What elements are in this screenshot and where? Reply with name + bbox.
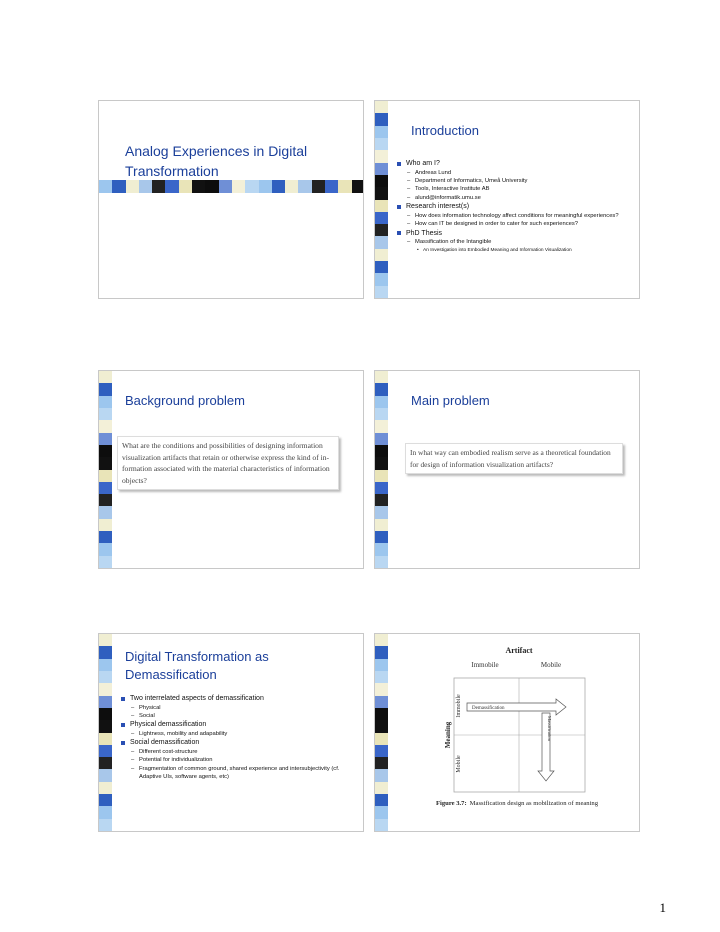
slide-3 [98, 370, 364, 569]
bullet-item: – alund@informatik.umu.se [397, 194, 633, 202]
figure-caption-text: Massification design as mobilization of meaning [469, 800, 599, 807]
bullet-item: – Massification of the Intangible [397, 238, 633, 246]
bullet-item: – How does information technology affect conditions for meaningful experiences? [397, 212, 633, 220]
decorative-color-strip [375, 101, 388, 298]
decorative-color-strip [99, 634, 112, 831]
bullet-item: Social demassification [121, 738, 355, 748]
bullet-item: – Tools, Interactive Institute AB [397, 185, 633, 193]
bullet-item: • An Investigation into Embodied Meaning and Information Visualization [397, 247, 633, 255]
page-number: 1 [659, 900, 666, 915]
figure-artifact-label: Artifact [505, 646, 533, 655]
bullet-item: – Social [121, 712, 355, 720]
bullet-item: Who am I? [397, 159, 633, 169]
figure-caption [436, 800, 599, 807]
bullet-item: – Fragmentation of common ground, shared experience and intersubjectivity (cf. Adaptive UIs, software agents, etc) [121, 765, 355, 782]
slide-2 [374, 100, 640, 299]
decorative-color-strip [375, 634, 388, 831]
bullet-item: – Andreas Lund [397, 169, 633, 177]
massification-label: Massification [547, 716, 552, 742]
decorative-color-strip [99, 371, 112, 568]
figure-caption-label: Figure 3.7: [436, 800, 467, 807]
demassification-label: Demassification [472, 706, 505, 711]
slide-2-title: Introduction [411, 123, 479, 138]
slide-3-quote: What are the conditions and possibilities of designing information visualization artifacts that retain or otherwise express the kind of in-formation associated with the material characteristics of information objects? [117, 436, 339, 490]
slide-2-bullet-list [397, 159, 633, 254]
slide-1 [98, 100, 364, 299]
bullet-item: – Potential for individualization [121, 756, 355, 764]
bullet-item: Research interest(s) [397, 202, 633, 212]
bullet-item: Physical demassification [121, 720, 355, 730]
bullet-item: – Department of Informatics, Umeå University [397, 177, 633, 185]
slide-4 [374, 370, 640, 569]
bullet-item: – Lightness, mobility and adapability [121, 730, 355, 738]
figure-immobile-col-label: Immobile [471, 661, 499, 669]
bullet-item: – Physical [121, 704, 355, 712]
figure-immobile-row-label: Immobile [456, 694, 462, 718]
slide-5-bullet-list [121, 694, 355, 782]
massification-figure [388, 634, 640, 832]
slide-3-title: Background problem [125, 393, 245, 408]
bullet-item: – Different cost-structure [121, 748, 355, 756]
slide-5-title: Digital Transformation as Demassification [125, 649, 269, 682]
bullet-item: Two interrelated aspects of demassification [121, 694, 355, 704]
slide-4-quote: In what way can embodied realism serve as a theoretical foundation for design of information visualization artifacts? [405, 443, 623, 474]
slide-1-title: Analog Experiences in Digital Transformation [125, 143, 308, 179]
decorative-color-strip [99, 180, 364, 193]
slide-5 [98, 633, 364, 832]
bullet-item: PhD Thesis [397, 229, 633, 239]
figure-mobile-col-label: Mobile [540, 661, 562, 669]
figure-mobile-row-label: Mobile [456, 755, 462, 773]
slide-4-title: Main problem [411, 393, 490, 408]
slide-6 [374, 633, 640, 832]
figure-meaning-label: Meaning [444, 721, 452, 749]
bullet-item: – How can IT be designed in order to cater for such experiences? [397, 220, 633, 228]
decorative-color-strip [375, 371, 388, 568]
